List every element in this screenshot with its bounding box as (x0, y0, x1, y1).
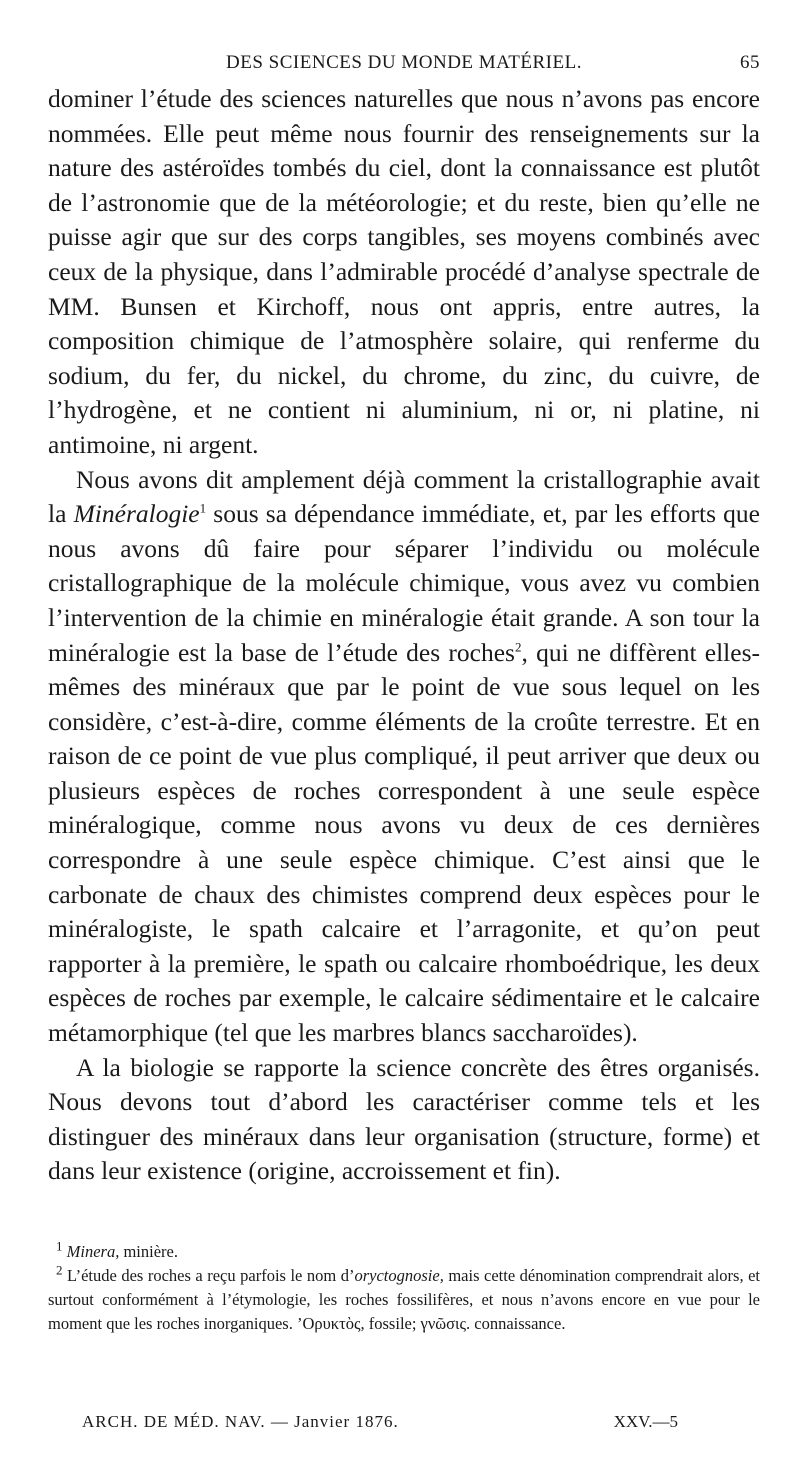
page-footer (82, 1412, 678, 1432)
footnote-2 (48, 1264, 760, 1336)
footnote-1-term: Minera, (66, 1242, 120, 1261)
footnote-1 (48, 1240, 760, 1264)
paragraph-3: A la biologie se rapporte la science concrète des êtres organisés. Nous devons tout d’abord les caractériser comme tels et les distinguer des minéraux dans leur organisation (structure, forme) et dans leur existence (origine, accroissement et fin). (48, 1052, 760, 1186)
footnote-2-number: 2 (56, 1262, 63, 1278)
signature-mark: XXV.—5 (613, 1412, 678, 1431)
paragraph-1: dominer l’étude des sciences naturelles que nous n’avons pas encore nommées. Elle peut même nous fournir des renseignements sur la nature des astéroïdes tombés du ciel, dont la connaissance est plutôt de l’astronomie que de la météorologie; et du reste, bien qu’elle ne puisse agir que sur des corps tangibles, ses moyens combinés avec ceux de la physique, dans l’admirable procédé d’analyse spectrale de MM. Bunsen et Kirchoff, nous ont appris, entre autres, la composition chimique de l’atmosphère solaire, qui renferme du sodium, du fer, du nickel, du chrome, du zinc, du cuivre, de l’hydrogène, et ne contient ni aluminium, ni or, ni platine, ni antimoine, ni argent. (48, 84, 760, 459)
paragraph-2 (48, 463, 760, 1051)
footnote-2-part-a: L’étude des roches a reçu parfois le nom d’ (67, 1266, 355, 1285)
footnote-1-text: minière. (123, 1242, 178, 1261)
footnote-2-part-b: mais cette dénomination comprendrait alors, et surtout conformément à l’étymologie, les roches fossilifères, et nous n’avons encore en vue pour le moment que les roches inorganiques. ’Ορυκτὸς, fossile; γνῶσις. connaissance. (48, 1266, 761, 1333)
footnote-2-term: oryctognosie, (354, 1266, 444, 1285)
running-header (48, 52, 760, 74)
running-title: DES SCIENCES DU MONDE MATÉRIEL. (226, 52, 582, 73)
footnote-ref-2: 2 (514, 639, 522, 654)
paragraph-2-part-c: , qui ne diffèrent elles-mêmes des minéraux que par le point de vue sous lequel on les considère, c’est-à-dire, comme éléments de la croûte terrestre. Et en raison de ce point de vue plus compliqué, il peut arriver que deux ou plusieurs espèces de roches correspondent à une seule espèce minéralogique, comme nous avons vu deux de ces dernières correspondre à une seule espèce chimique. C’est ainsi que le carbonate de chaux des chimistes comprend deux espèces pour le minéralogiste, le spath calcaire et l’arragonite, et qu’on peut rapporter à la première, le spath ou calcaire rhomboédrique, les deux espèces de roches par exemple, le calcaire sédimentaire et le calcaire métamorphique (tel que les marbres blancs saccharoïdes). (48, 637, 760, 1048)
paragraph-2-part-b: sous sa dépendance immédiate, et, par les efforts que nous avons dû faire pour séparer l’individu ou molécule cristallographique de la molécule chimique, vous avez vu combien l’intervention de la chimie en minéralogie était grande. A son tour la minéralogie est la base de l’étude des roches (48, 499, 760, 667)
body-text (48, 82, 760, 1189)
journal-citation: ARCH. DE MÉD. NAV. — Janvier 1876. (82, 1412, 399, 1431)
footnote-ref-1: 1 (199, 500, 207, 516)
page-number: 65 (740, 52, 760, 73)
paragraph-2-part-a: Nous avons dit amplement déjà comment la cristallographie avait la (48, 464, 760, 529)
footnotes (48, 1240, 760, 1336)
footnote-1-number: 1 (56, 1238, 63, 1254)
page (48, 52, 760, 1189)
mineralogie-term: Minéralogie (73, 499, 200, 529)
